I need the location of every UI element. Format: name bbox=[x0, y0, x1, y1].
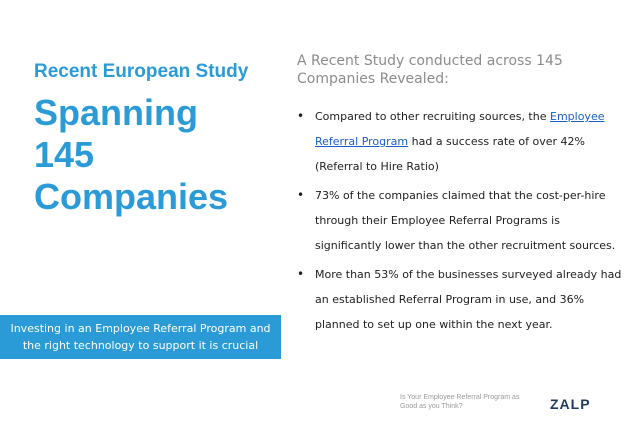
right-panel bbox=[297, 52, 627, 341]
intro-heading: A Recent Study conducted across 145 Companies Revealed: bbox=[297, 53, 563, 87]
headline bbox=[34, 92, 274, 218]
bullet-text: had a success rate of over 42% (Referral to Hire Ratio) bbox=[315, 135, 585, 173]
findings-list bbox=[297, 104, 627, 337]
bullet-text: More than 53% of the businesses surveyed already had an established Referral Program in use, and 36% planned to set up one within the next year. bbox=[315, 268, 622, 331]
bullet-text: Compared to other recruiting sources, the bbox=[315, 110, 550, 123]
footer-tagline: Is Your Employee Referral Program as Good as you Think? bbox=[400, 394, 520, 410]
headline-line: Companies bbox=[34, 176, 229, 217]
bullet-text: 73% of the companies claimed that the cost-per-hire through their Employee Referral Programs is significantly lower than the other recruitment sources. bbox=[315, 189, 616, 252]
list-item bbox=[297, 104, 627, 179]
employee-referral-program-link[interactable]: Employee Referral Program bbox=[315, 110, 605, 148]
list-item bbox=[297, 183, 627, 258]
left-panel bbox=[0, 0, 285, 426]
headline-line: 145 bbox=[34, 134, 95, 175]
bullet-icon: • bbox=[297, 188, 305, 202]
callout-banner: Investing in an Employee Referral Program and the right technology to support it is crucial bbox=[0, 315, 281, 359]
eyebrow-heading: Recent European Study bbox=[34, 61, 249, 82]
bullet-icon: • bbox=[297, 109, 305, 123]
list-item bbox=[297, 262, 627, 337]
headline-line: Spanning bbox=[34, 92, 198, 133]
zalp-logo: ZALP bbox=[550, 396, 591, 412]
bullet-icon: • bbox=[297, 267, 305, 281]
